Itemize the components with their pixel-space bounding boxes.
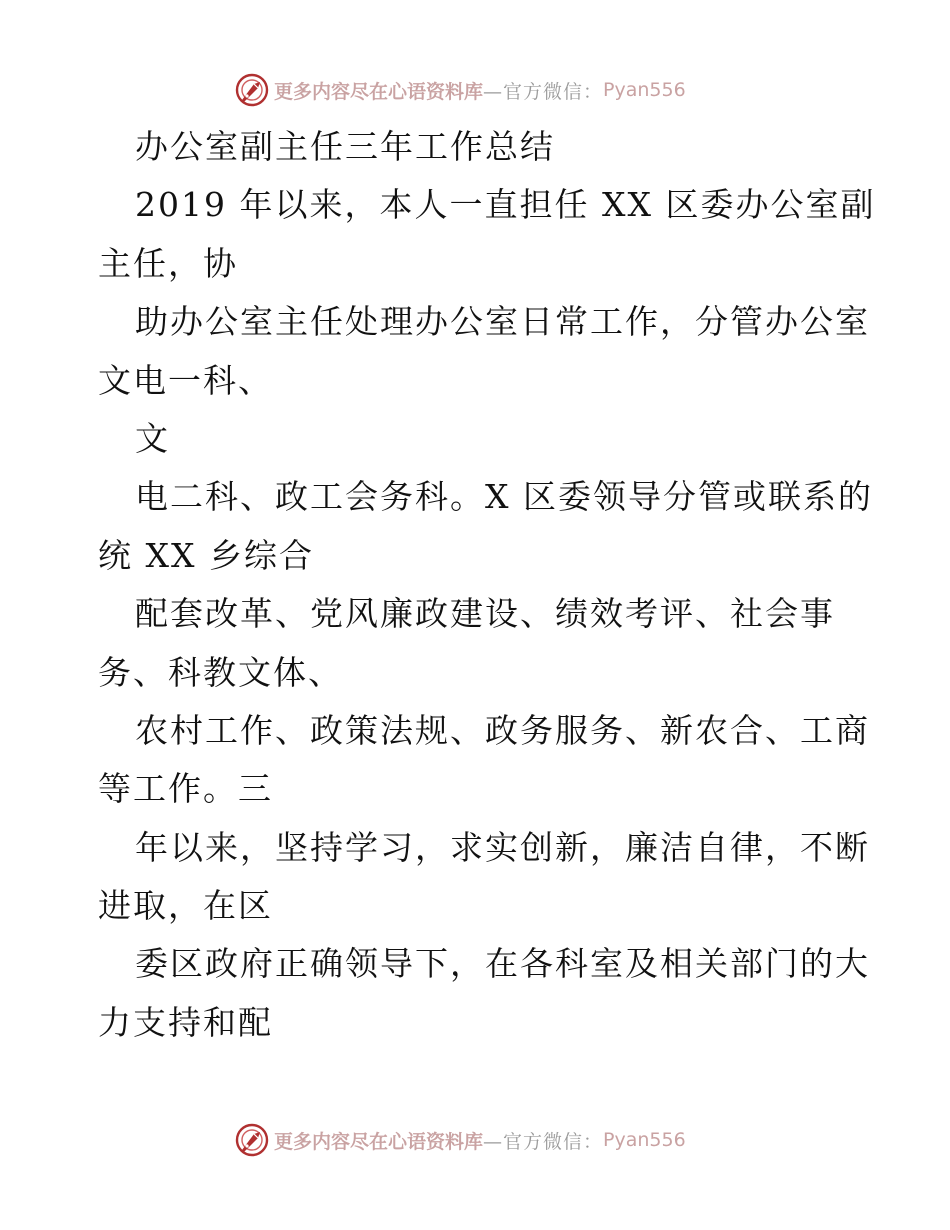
watermark-wechat-id: Pyan556 bbox=[603, 1129, 686, 1151]
watermark-sub-text: —官方微信： bbox=[483, 80, 604, 103]
paragraph-line: 统 XX 乡综合 bbox=[98, 535, 314, 575]
paragraph-line: 力支持和配 bbox=[98, 1002, 273, 1042]
paragraph-line: 助办公室主任处理办公室日常工作，分管办公室 bbox=[135, 302, 870, 342]
document-body bbox=[98, 118, 876, 1052]
paragraph-line: 主任，协 bbox=[98, 243, 238, 283]
pen-nib-logo-icon bbox=[234, 1122, 270, 1158]
pen-nib-logo-icon bbox=[234, 72, 270, 108]
paragraph-line: 进取，在区 bbox=[98, 886, 273, 926]
paragraph-line: 农村工作、政策法规、政务服务、新农合、工商 bbox=[135, 710, 870, 750]
paragraph-line: 文 bbox=[135, 418, 170, 458]
watermark-sub-text: —官方微信： bbox=[483, 1130, 604, 1153]
paragraph-line: 委区政府正确领导下，在各科室及相关部门的大 bbox=[135, 944, 870, 984]
watermark-main-text: 更多内容尽在心语资料库 bbox=[274, 1130, 484, 1153]
paragraph-line: 电二科、政工会务科。X 区委领导分管或联系的 bbox=[135, 477, 873, 517]
paragraph-line: 年以来，坚持学习，求实创新，廉洁自律，不断 bbox=[135, 827, 870, 867]
paragraph-line: 文电一科、 bbox=[98, 360, 273, 400]
paragraph-line: 等工作。三 bbox=[98, 769, 273, 809]
footer-watermark bbox=[234, 1120, 686, 1160]
paragraph-line: 务、科教文体、 bbox=[98, 652, 343, 692]
paragraph-line: 2019 年以来，本人一直担任 XX 区委办公室副 bbox=[135, 185, 876, 225]
header-watermark bbox=[234, 70, 686, 110]
paragraph-line: 配套改革、党风廉政建设、绩效考评、社会事 bbox=[135, 594, 835, 634]
document-title: 办公室副主任三年工作总结 bbox=[135, 127, 555, 166]
watermark-wechat-id: Pyan556 bbox=[603, 79, 686, 101]
watermark-main-text: 更多内容尽在心语资料库 bbox=[274, 80, 484, 103]
